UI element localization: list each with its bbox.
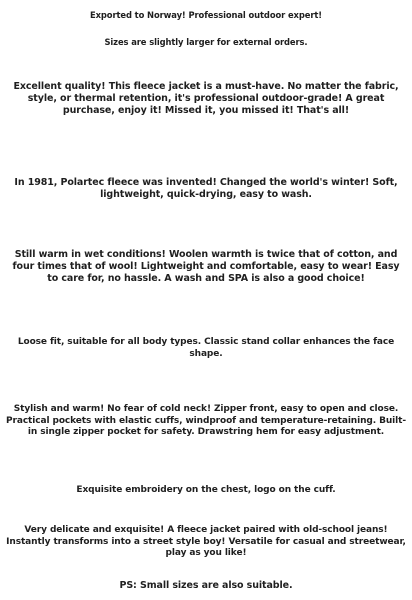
headline-exported: Exported to Norway! Professional outdoor expert! xyxy=(89,10,322,20)
ps-note: PS: Small sizes are also suitable. xyxy=(119,580,293,591)
size-note: Sizes are slightly larger for external orders. xyxy=(104,37,308,47)
fit-paragraph: Loose fit, suitable for all body types. Classic stand collar enhances the face shape. xyxy=(17,337,395,359)
quality-paragraph: Excellent quality! This fleece jacket is a must-have. No matter the fabric, style, or thermal retention, it's professional outdoor-grade! A great purchase, enjoy it! Missed it, you missed it! That's all! xyxy=(13,81,399,116)
warmth-paragraph: Still warm in wet conditions! Woolen warmth is twice that of cotton, and four times that of wool! Lightweight and comfortable, easy to wear! Easy to care for, no hassle. A wash and SPA is also a good choice! xyxy=(12,249,400,284)
embroidery-paragraph: Exquisite embroidery on the chest, logo on the cuff. xyxy=(76,485,336,495)
polartec-paragraph: In 1981, Polartec fleece was invented! Changed the world's winter! Soft, lightweight, quick-drying, easy to wash. xyxy=(14,177,398,200)
features-paragraph: Stylish and warm! No fear of cold neck! Zipper front, easy to open and close. Practical pockets with elastic cuffs, windproof and temperature-retaining. Built-in single zipper pocket for safety. Drawstring hem for easy adjustment. xyxy=(6,404,406,438)
styling-paragraph: Very delicate and exquisite! A fleece jacket paired with old-school jeans! Instantly transforms into a street style boy! Versatile for casual and streetwear, play as you like! xyxy=(6,525,406,559)
